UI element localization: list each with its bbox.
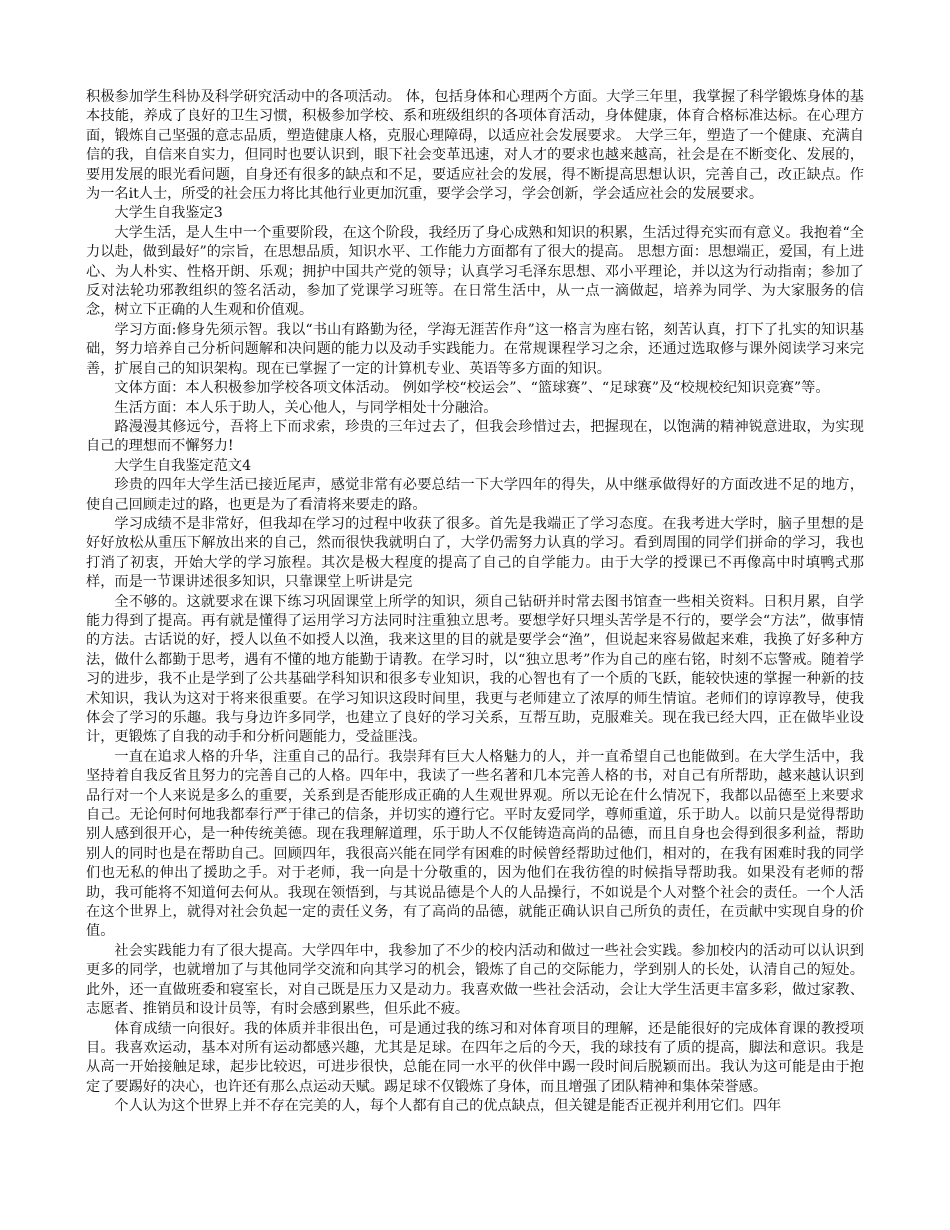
paragraph: 生活方面：本人乐于助人，关心他人，与同学相处十分融洽。: [114, 399, 498, 416]
paragraph: 积极参加学生科协及科学研究活动中的各项活动。 体，包括身体和心理两个方面。大学三年里，我掌握了科学锻炼身体的基本技能，养成了良好的卫生习惯，积极参加学校、系和班级组织的各项体育活动，身体健康，体育合格标准达标。在心理方面，锻炼自己坚强的意志品质，塑造健康人格，克服心理障碍，以适应社会发展要求。 大学三年，塑造了一个健康、充满自信的我，自信来自实力，但同时也要认识到，眼下社会变革迅速，对人才的要求也越来越高，社会是在不断变化、发展的，要用发展的眼光看问题，自身还有很多的缺点和不足，要适应社会的发展，得不断提高思想认识，完善自己，改正缺点。作为一名it人士，所受的社会压力将比其他行业更加沉重，要学会学习，学会创新，学会适应社会的发展要求。: [86, 89, 864, 203]
paragraph: 学习方面:修身先须示智。我以“书山有路勤为径，学海无涯苦作舟”这一格言为座右铭，刻苦认真，打下了扎实的知识基础，努力培养自己分析问题解和决问题的能力以及动手实践能力。在常规课程学习之余，还通过选取修与课外阅读学习来完善，扩展自己的知识架构。现在已掌握了一定的计算机专业、英语等多方面的知识。: [86, 321, 864, 377]
paragraph: 社会实践能力有了很大提高。大学四年中，我参加了不少的校内活动和做过一些社会实践。参加校内的活动可以认识到更多的同学，也就增加了与其他同学交流和向其学习的机会，锻炼了自己的交际能力，学到别人的长处，认清自己的短处。此外，还一直做班委和寝室长，对自己既是压力又是动力。我喜欢做一些社会活动，会让大学生活更丰富多彩，做过家教、志愿者、推销员和设计员等，有时会感到累些，但乐此不疲。: [86, 942, 864, 1018]
section-heading: 大学生自我鉴定范文4: [114, 457, 252, 474]
paragraph: 学习成绩不是非常好，但我却在学习的过程中收获了很多。首先是我端正了学习态度。在我考进大学时，脑子里想的是好好放松从重压下解放出来的自己，然而很快我就明白了，大学仍需努力认真的学习。看到周围的同学们拼命的学习，我也打消了初衷，开始大学的学习旅程。其次是极大程度的提高了自己的自学能力。由于大学的授课已不再像高中时填鸭式那样，而是一节课讲述很多知识，只靠课堂上听讲是完: [86, 515, 864, 591]
paragraph: 文体方面：本人积极参加学校各项文体活动。 例如学校“校运会”、“篮球赛”、“足球赛”及“校规校纪知识竞赛”等。: [114, 380, 830, 397]
section-heading: 大学生自我鉴定3: [114, 205, 223, 222]
paragraph: 路漫漫其修远兮，吾将上下而求索，珍贵的三年过去了，但我会珍惜过去，把握现在，以饱满的精神锐意进取，为实现自己的理想而不懈努力!: [86, 418, 864, 455]
paragraph: 全不够的。这就要求在课下练习巩固课堂上所学的知识，须自己钻研并时常去图书馆查一些相关资料。日积月累，自学能力得到了提高。再有就是懂得了运用学习方法同时注重独立思考。要想学好只埋头苦学是不行的，要学会“方法”，做事情的方法。古话说的好，授人以鱼不如授人以渔，我来这里的目的就是要学会“渔”，但说起来容易做起来难，我换了好多种方法，做什么都勤于思考，遇有不懂的地方能勤于请教。在学习时，以“独立思考”作为自己的座右铭，时刻不忘警戒。随着学习的进步，我不止是学到了公共基础学科知识和很多专业知识，我的心智也有了一个质的飞跃，能较快速的掌握一种新的技术知识，我认为这对于将来很重要。在学习知识这段时间里，我更与老师建立了浓厚的师生情谊。老师们的谆谆教导，使我体会了学习的乐趣。我与身边许多同学，也建立了良好的学习关系，互帮互助，克服难关。现在我已经大四，正在做毕业设计，更锻炼了自我的动手和分析问题能力，受益匪浅。: [86, 593, 864, 746]
paragraph: 一直在追求人格的升华，注重自己的品行。我崇拜有巨大人格魅力的人，并一直希望自己也能做到。在大学生活中，我坚持着自我反省且努力的完善自己的人格。四年中，我读了一些名著和几本完善人格的书，对自己有所帮助，越来越认识到品行对一个人来说是多么的重要，关系到是否能形成正确的人生观世界观。所以无论在什么情况下，我都以品德至上来要求自己。无论何时何地我都奉行严于律己的信条，并切实的遵行它。平时友爱同学，尊师重道，乐于助人。以前只是觉得帮助别人感到很开心，是一种传统美德。现在我理解道理，乐于助人不仅能铸造高尚的品德，而且自身也会得到很多利益，帮助别人的同时也是在帮助自己。回顾四年，我很高兴能在同学有困难的时候曾经帮助过他们，相对的，在我有困难时我的同学们也无私的伸出了援助之手。对于老师，我一向是十分敬重的，因为他们在我彷徨的时候指导帮助我。如果没有老师的帮助，我可能将不知道何去何从。我现在领悟到，与其说品德是个人的人品操行，不如说是个人对整个社会的责任。一个人活在这个世界上，就得对社会负起一定的责任义务，有了高尚的品德，就能正确认识自己所负的责任，在贡献中实现自身的价值。: [86, 748, 864, 940]
paragraph: 个人认为这个世界上并不存在完美的人，每个人都有自己的优点缺点，但关键是能否正视并利用它们。四年: [114, 1098, 782, 1115]
paragraph: 珍贵的四年大学生活已接近尾声，感觉非常有必要总结一下大学四年的得失，从中继承做得好的方面改进不足的地方，使自己回顾走过的路，也更是为了看清将来要走的路。: [86, 477, 864, 513]
paragraph: 体育成绩一向很好。我的体质并非很出色，可是通过我的练习和对体育项目的理解，还是能很好的完成体育课的教授项目。我喜欢运动，基本对所有运动都感兴趣，尤其是足球。在四年之后的今天，我的球技有了质的提高，脚法和意识。我是从高一开始接触足球，起步比较迟，可进步很快，总能在同一水平的伙伴中踢一段时间后脱颖而出。我认为这可能是由于抱定了要踢好的决心，也许还有那么点运动天赋。踢足球不仅锻炼了身体，而且增强了团队精神和集体荣誉感。: [86, 1020, 864, 1095]
paragraph: 大学生活，是人生中一个重要阶段，在这个阶段，我经历了身心成熟和知识的积累，生活过得充实而有意义。我抱着“全力以赴，做到最好”的宗旨，在思想品质，知识水平、工作能力方面都有了很大的提高。 思想方面：思想端正，爱国，有上进心、为人朴实、性格开朗、乐观；拥护中国共产党的领导；认真学习毛泽东思想、邓小平理论，并以这为行动指南；参加了反对法轮功邪教组织的签名活动，参加了党课学习班等。在日常生活中，从一点一滴做起，培养为同学、为大家服务的信念，树立下正确的人生观和价值观。: [86, 224, 864, 319]
document-page: [86, 88, 864, 1117]
